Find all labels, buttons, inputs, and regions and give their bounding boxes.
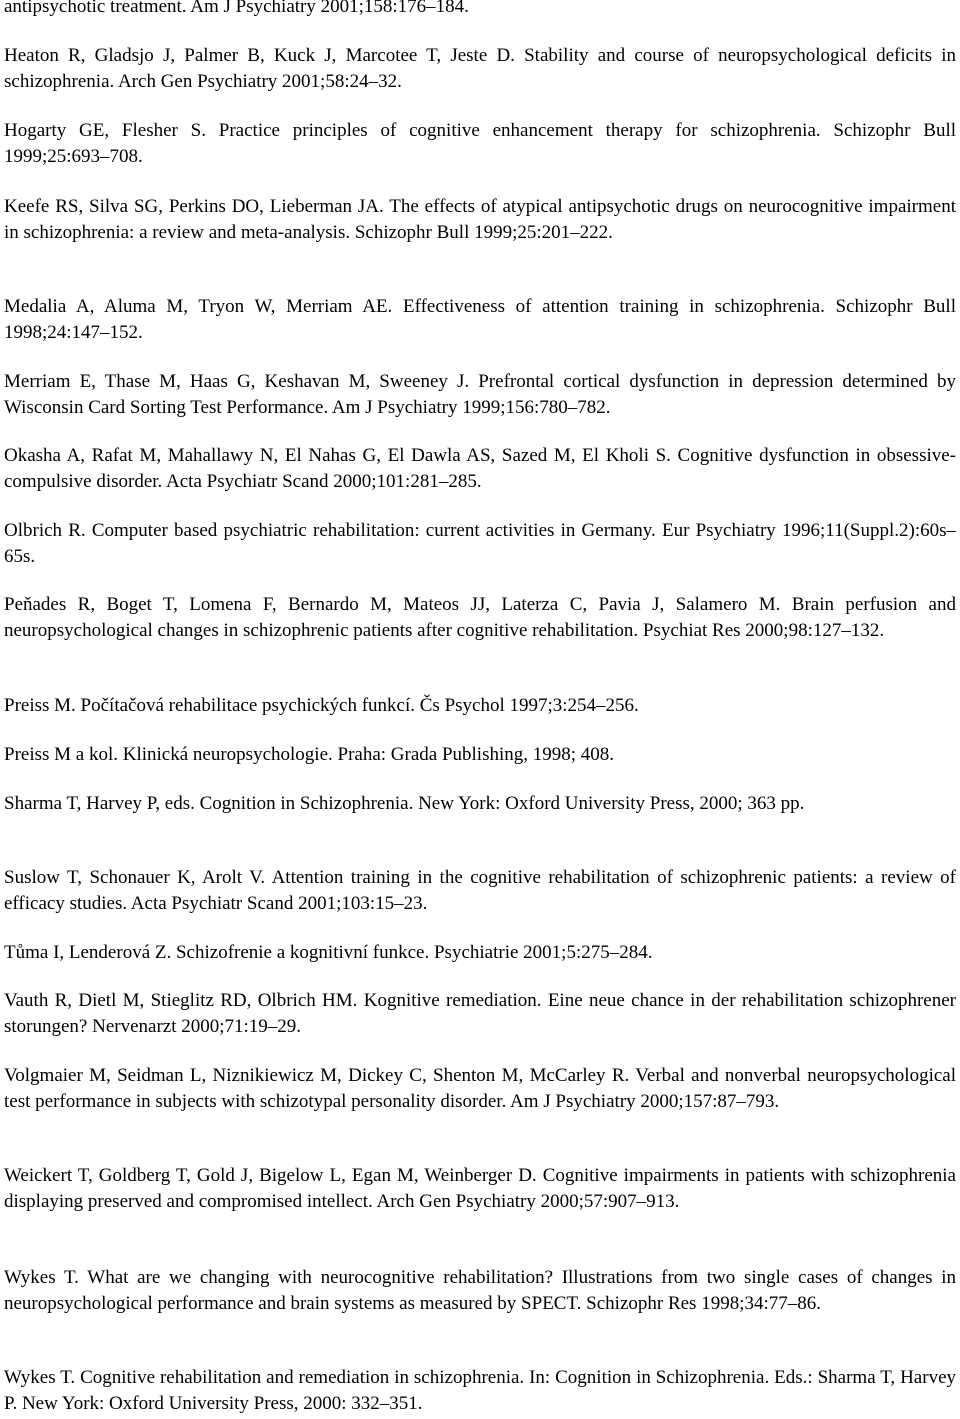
reference-item: Heaton R, Gladsjo J, Palmer B, Kuck J, Marcotee T, Jeste D. Stability and course of neuropsychological deficits in schizophrenia. Arch Gen Psychiatry 2001;58:24–32. (4, 45, 956, 92)
reference-item: Preiss M a kol. Klinická neuropsychologie. Praha: Grada Publishing, 1998; 408. (4, 744, 615, 765)
reference-item: antipsychotic treatment. Am J Psychiatry 2001;158:176–184. (4, 0, 469, 17)
reference-item: Volgmaier M, Seidman L, Niznikiewicz M, Dickey C, Shenton M, McCarley R. Verbal and nonverbal neuropsychological test performance in subjects with schizotypal personality disorder. Am J Psychiatry 2000;157:87–793. (4, 1065, 956, 1112)
reference-item: Tůma I, Lenderová Z. Schizofrenie a kognitivní funkce. Psychiatrie 2001;5:275–284. (4, 942, 653, 963)
reference-item: Weickert T, Goldberg T, Gold J, Bigelow L, Egan M, Weinberger D. Cognitive impairments in patients with schizophrenia displaying preserved and compromised intellect. Arch Gen Psychiatry 2000;57:907–913. (4, 1165, 956, 1212)
reference-item: Olbrich R. Computer based psychiatric rehabilitation: current activities in Germany. Eur Psychiatry 1996;11(Suppl.2):60s–65s. (4, 520, 956, 567)
reference-item: Peňades R, Boget T, Lomena F, Bernardo M, Mateos JJ, Laterza C, Pavia J, Salamero M. Brain perfusion and neuropsychological changes in schizophrenic patients after cognitive rehabilitation. Psychiat Res 2000;98:127–132. (4, 594, 956, 641)
reference-item: Sharma T, Harvey P, eds. Cognition in Schizophrenia. New York: Oxford University Press, 2000; 363 pp. (4, 793, 805, 814)
reference-item: Hogarty GE, Flesher S. Practice principles of cognitive enhancement therapy for schizophrenia. Schizophr Bull 1999;25:693–708. (4, 120, 956, 167)
reference-item: Wykes T. Cognitive rehabilitation and remediation in schizophrenia. In: Cognition in Schizophrenia. Eds.: Sharma T, Harvey P. New York: Oxford University Press, 2000: 332–351. (4, 1367, 956, 1414)
reference-item: Suslow T, Schonauer K, Arolt V. Attention training in the cognitive rehabilitation of schizophrenic patients: a review of efficacy studies. Acta Psychiatr Scand 2001;103:15–23. (4, 867, 956, 914)
reference-item: Merriam E, Thase M, Haas G, Keshavan M, Sweeney J. Prefrontal cortical dysfunction in depression determined by Wisconsin Card Sorting Test Performance. Am J Psychiatry 1999;156:780–782. (4, 371, 956, 418)
reference-item: Okasha A, Rafat M, Mahallawy N, El Nahas G, El Dawla AS, Sazed M, El Kholi S. Cognitive dysfunction in obsessive-compulsive disorder. Acta Psychiatr Scand 2000;101:281–285. (4, 445, 956, 492)
reference-item: Keefe RS, Silva SG, Perkins DO, Lieberman JA. The effects of atypical antipsychotic drugs on neurocognitive impairment in schizophrenia: a review and meta-analysis. Schizophr Bull 1999;25:201–222. (4, 196, 956, 243)
reference-item: Medalia A, Aluma M, Tryon W, Merriam AE. Effectiveness of attention training in schizophrenia. Schizophr Bull 1998;24:147–152. (4, 296, 956, 343)
reference-item: Vauth R, Dietl M, Stieglitz RD, Olbrich HM. Kognitive remediation. Eine neue chance in der rehabilitation schizophrener storungen? Nervenarzt 2000;71:19–29. (4, 990, 956, 1037)
reference-item: Preiss M. Počítačová rehabilitace psychických funkcí. Čs Psychol 1997;3:254–256. (4, 695, 639, 716)
reference-item: Wykes T. What are we changing with neurocognitive rehabilitation? Illustrations from two single cases of changes in neuropsychological performance and brain systems as measured by SPECT. Schizophr Res 1998;34:77–86. (4, 1267, 956, 1314)
